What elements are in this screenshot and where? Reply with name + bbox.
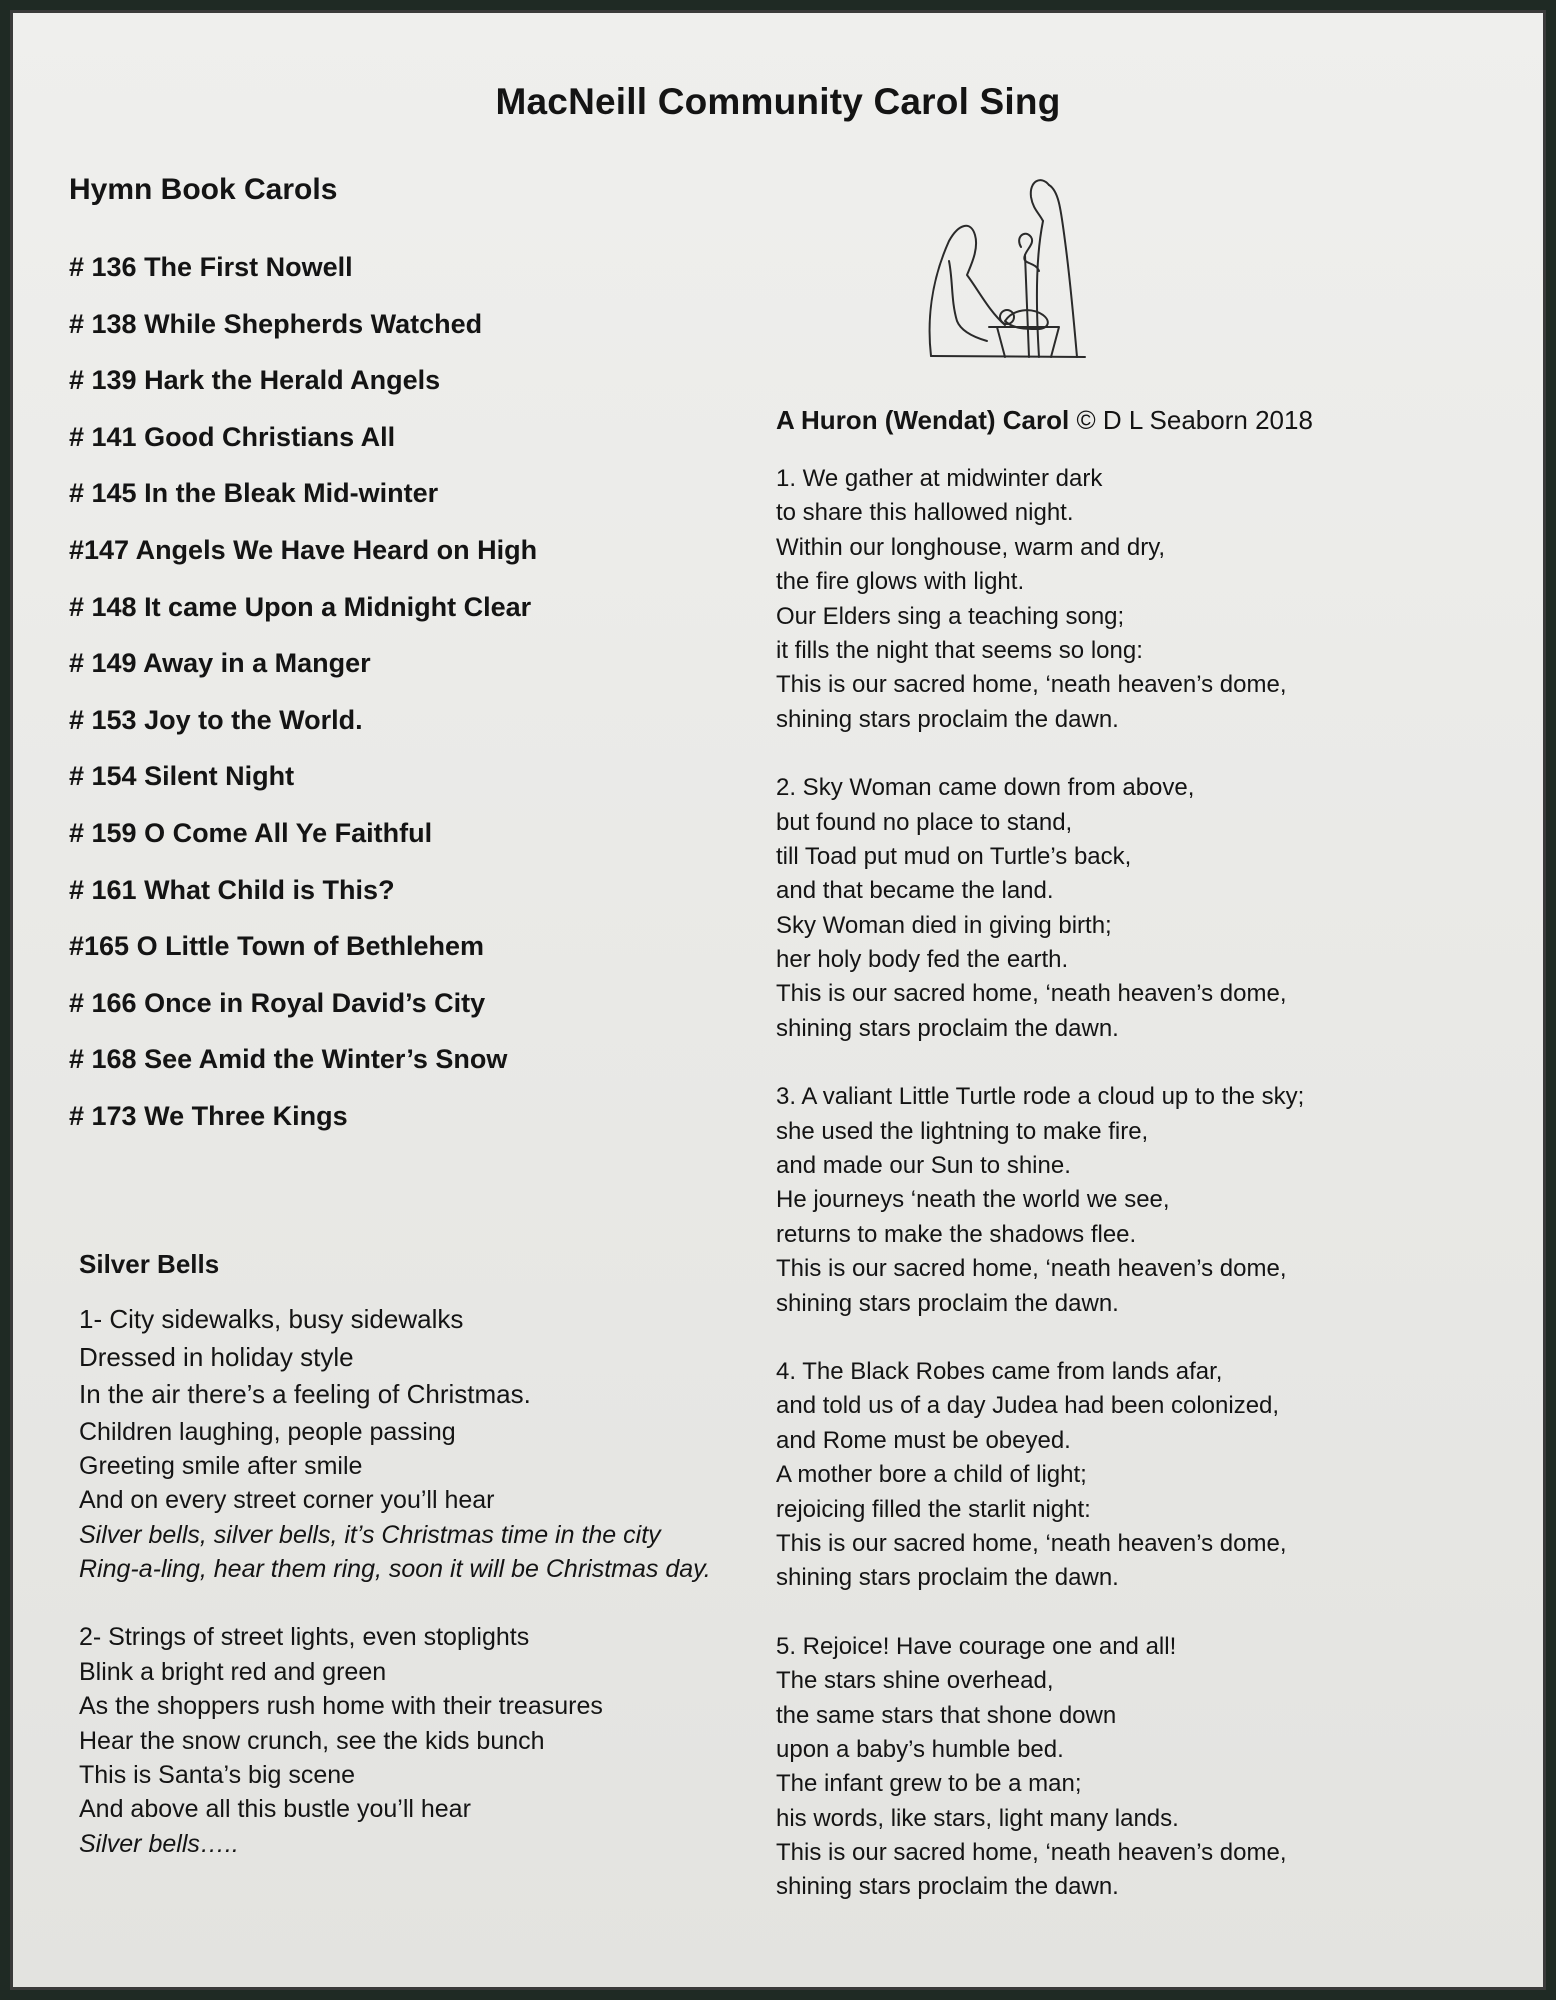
huron-carol-copyright: © D L Seaborn 2018 [1069, 405, 1313, 435]
hymn-item: # 153 Joy to the World. [69, 704, 363, 735]
hymn-item: #147 Angels We Have Heard on High [69, 534, 538, 565]
hymn-item: # 166 Once in Royal David’s City [69, 987, 486, 1018]
verse-line: she used the lightning to make fire, [776, 1117, 1149, 1145]
huron-carol-heading [776, 405, 1506, 436]
lyric-line: In the air there’s a feeling of Christmas. [79, 1379, 531, 1409]
verse-line: 2. Sky Woman came down from above, [776, 774, 1195, 802]
verse-line: Sky Woman died in giving birth; [776, 911, 1112, 939]
verse-line: 1. We gather at midwinter dark [776, 465, 1103, 492]
verse-line: A mother bore a child of light; [776, 1461, 1087, 1489]
verse-line: 5. Rejoice! Have courage one and all! [776, 1632, 1177, 1660]
carol-sheet [10, 10, 1546, 1990]
verse-line: rejoicing filled the starlit night: [776, 1495, 1091, 1523]
verse-line: shining stars proclaim the dawn. [776, 1289, 1119, 1317]
lyric-line: As the shoppers rush home with their treasures [79, 1692, 603, 1721]
verse-line: 3. A valiant Little Turtle rode a cloud up to the sky; [776, 1083, 1305, 1111]
hymn-item: # 136 The First Nowell [69, 252, 353, 282]
verse-line: and Rome must be obeyed. [776, 1426, 1071, 1454]
verse-line: The infant grew to be a man; [776, 1770, 1082, 1798]
verse-line: This is our sacred home, ‘neath heaven’s dome, [776, 980, 1287, 1008]
hymn-item: # 173 We Three Kings [69, 1100, 348, 1131]
verse-5 [776, 1630, 1506, 1905]
silver-bells-heading: Silver Bells [79, 1249, 220, 1279]
verse-line: and made our Sun to shine. [776, 1152, 1071, 1180]
verse-line: till Toad put mud on Turtle’s back, [776, 842, 1132, 870]
verse-line: the fire glows with light. [776, 568, 1025, 596]
verse-line: but found no place to stand, [776, 808, 1073, 836]
verse-line: returns to make the shadows flee. [776, 1220, 1137, 1248]
verse-line: upon a baby’s humble bed. [776, 1735, 1064, 1763]
verse-1 [776, 462, 1506, 737]
chorus-line: Ring-a-ling, hear them ring, soon it will be Christmas day. [79, 1555, 711, 1584]
verse-line: 4. The Black Robes came from lands afar, [776, 1357, 1223, 1385]
verse-line: it fills the night that seems so long: [776, 636, 1143, 664]
verse-line: He journeys ‘neath the world we see, [776, 1186, 1170, 1214]
verse-line: This is our sacred home, ‘neath heaven’s dome, [776, 1839, 1287, 1867]
lyric-line: Blink a bright red and green [79, 1657, 387, 1686]
lyric-line: Hear the snow crunch, see the kids bunch [79, 1726, 545, 1755]
verse-line: shining stars proclaim the dawn. [776, 1873, 1119, 1901]
hymn-item: #165 O Little Town of Bethlehem [69, 931, 485, 962]
hymn-book-heading: Hymn Book Carols [69, 173, 338, 206]
verse-2 [776, 771, 1506, 1046]
verse-line: This is our sacred home, ‘neath heaven’s dome, [776, 1255, 1287, 1283]
hymn-item: # 148 It came Upon a Midnight Clear [69, 591, 532, 622]
hymn-list [69, 251, 749, 1157]
hymn-item: # 154 Silent Night [69, 761, 295, 792]
verse-line: This is our sacred home, ‘neath heaven’s dome, [776, 671, 1287, 699]
hymn-item: # 159 O Come All Ye Faithful [69, 817, 433, 848]
lyric-line: 1- City sidewalks, busy sidewalks [79, 1304, 464, 1334]
lyric-line: And above all this bustle you’ll hear [79, 1795, 471, 1824]
verse-line: and told us of a day Judea had been colonized, [776, 1392, 1280, 1420]
lyric-line: 2- Strings of street lights, even stoplights [79, 1623, 530, 1652]
verse-line: Within our longhouse, warm and dry, [776, 533, 1166, 561]
verse-line: her holy body fed the earth. [776, 946, 1069, 974]
hymn-item: # 139 Hark the Herald Angels [69, 365, 441, 396]
verse-line: and that became the land. [776, 877, 1054, 905]
lyric-line: This is Santa’s big scene [79, 1761, 356, 1790]
verse-4 [776, 1355, 1506, 1596]
silver-bells-section [79, 1249, 759, 1861]
hymn-book-section [69, 173, 749, 1157]
page-title: MacNeill Community Carol Sing [495, 81, 1061, 122]
lyric-line: Dressed in holiday style [79, 1341, 354, 1372]
lyric-line: And on every street corner you’ll hear [79, 1486, 495, 1515]
verse-line: This is our sacred home, ‘neath heaven’s dome, [776, 1529, 1287, 1557]
lyric-line: Children laughing, people passing [79, 1417, 456, 1446]
verse-line: his words, like stars, light many lands. [776, 1804, 1179, 1832]
hymn-item: # 145 In the Bleak Mid-winter [69, 478, 439, 509]
verse-line: the same stars that shone down [776, 1701, 1117, 1729]
hymn-item: # 168 See Amid the Winter’s Snow [69, 1044, 508, 1075]
chorus-line: Silver bells….. [79, 1829, 239, 1858]
hymn-item: # 149 Away in a Manger [69, 648, 371, 679]
verse-line: The stars shine overhead, [776, 1667, 1054, 1695]
lyric-line: Greeting smile after smile [79, 1451, 363, 1480]
chorus-line: Silver bells, silver bells, it’s Christmas time in the city [79, 1520, 661, 1549]
hymn-item: # 141 Good Christians All [69, 421, 396, 452]
hymn-item: # 161 What Child is This? [69, 874, 395, 905]
nativity-illustration [909, 171, 1129, 371]
verse-3 [776, 1080, 1506, 1321]
huron-carol-section [776, 405, 1506, 1905]
verse-line: Our Elders sing a teaching song; [776, 602, 1125, 630]
verse-line: shining stars proclaim the dawn. [776, 1564, 1119, 1592]
verse-line: shining stars proclaim the dawn. [776, 705, 1119, 733]
verse-line: shining stars proclaim the dawn. [776, 1014, 1119, 1042]
huron-carol-title: A Huron (Wendat) Carol [776, 405, 1070, 435]
verse-line: to share this hallowed night. [776, 499, 1074, 527]
hymn-item: # 138 While Shepherds Watched [69, 308, 483, 339]
